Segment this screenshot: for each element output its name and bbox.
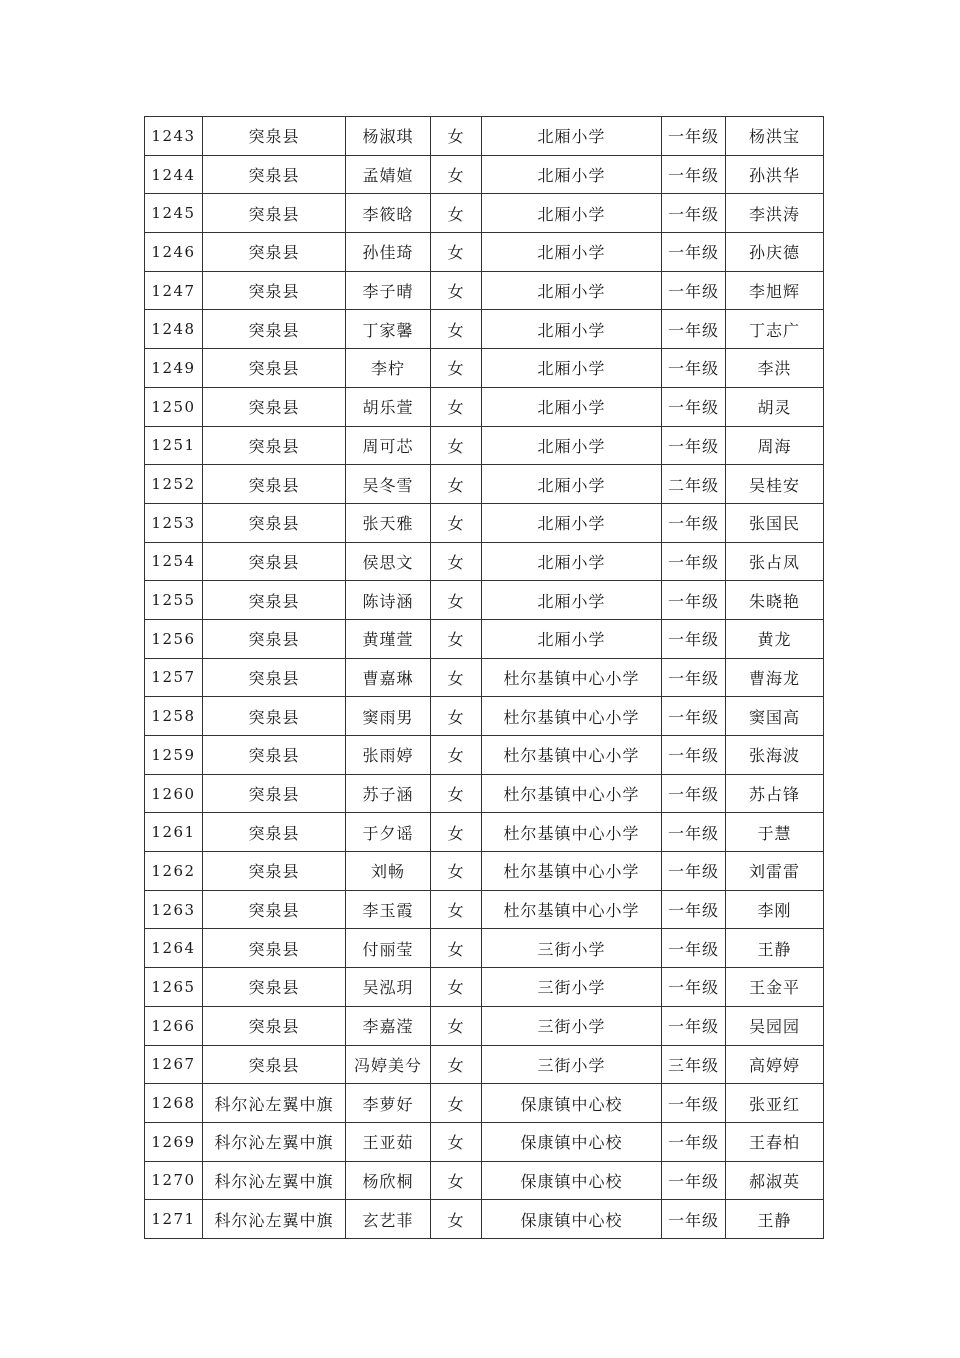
cell-county: 突泉县 xyxy=(203,503,346,542)
cell-gender: 女 xyxy=(431,233,482,272)
cell-grade: 一年级 xyxy=(662,581,726,620)
cell-county: 科尔沁左翼中旗 xyxy=(203,1084,346,1123)
cell-student-name: 张天雅 xyxy=(346,503,431,542)
cell-number: 1269 xyxy=(145,1122,203,1161)
cell-school: 北厢小学 xyxy=(482,233,662,272)
cell-gender: 女 xyxy=(431,968,482,1007)
cell-student-name: 付丽莹 xyxy=(346,929,431,968)
cell-number: 1254 xyxy=(145,542,203,581)
cell-county: 突泉县 xyxy=(203,968,346,1007)
cell-school: 杜尔基镇中心小学 xyxy=(482,658,662,697)
table-row xyxy=(145,581,824,620)
cell-county: 突泉县 xyxy=(203,194,346,233)
cell-school: 北厢小学 xyxy=(482,271,662,310)
table-row xyxy=(145,271,824,310)
cell-gender: 女 xyxy=(431,581,482,620)
cell-gender: 女 xyxy=(431,349,482,388)
cell-county: 突泉县 xyxy=(203,581,346,620)
cell-number: 1262 xyxy=(145,852,203,891)
cell-grade: 一年级 xyxy=(662,813,726,852)
cell-county: 突泉县 xyxy=(203,813,346,852)
cell-school: 北厢小学 xyxy=(482,310,662,349)
table-row xyxy=(145,1122,824,1161)
document-page xyxy=(144,116,824,1239)
cell-student-name: 黄瑾萱 xyxy=(346,619,431,658)
cell-student-name: 于夕谣 xyxy=(346,813,431,852)
cell-student-name: 周可芯 xyxy=(346,426,431,465)
cell-student-name: 刘畅 xyxy=(346,852,431,891)
cell-school: 保康镇中心校 xyxy=(482,1084,662,1123)
cell-gender: 女 xyxy=(431,542,482,581)
cell-student-name: 孙佳琦 xyxy=(346,233,431,272)
cell-guardian: 郝淑英 xyxy=(726,1161,824,1200)
cell-student-name: 李柠 xyxy=(346,349,431,388)
cell-gender: 女 xyxy=(431,736,482,775)
cell-gender: 女 xyxy=(431,426,482,465)
cell-number: 1246 xyxy=(145,233,203,272)
cell-student-name: 李嘉滢 xyxy=(346,1006,431,1045)
table-row xyxy=(145,387,824,426)
cell-grade: 三年级 xyxy=(662,1045,726,1084)
cell-gender: 女 xyxy=(431,465,482,504)
cell-school: 北厢小学 xyxy=(482,194,662,233)
cell-number: 1267 xyxy=(145,1045,203,1084)
cell-gender: 女 xyxy=(431,852,482,891)
cell-student-name: 胡乐萱 xyxy=(346,387,431,426)
cell-grade: 一年级 xyxy=(662,697,726,736)
table-row xyxy=(145,465,824,504)
cell-student-name: 苏子涵 xyxy=(346,774,431,813)
cell-county: 突泉县 xyxy=(203,1006,346,1045)
cell-grade: 一年级 xyxy=(662,929,726,968)
cell-school: 北厢小学 xyxy=(482,387,662,426)
cell-gender: 女 xyxy=(431,1045,482,1084)
cell-student-name: 李子晴 xyxy=(346,271,431,310)
table-row xyxy=(145,813,824,852)
cell-student-name: 玄艺菲 xyxy=(346,1200,431,1239)
cell-grade: 一年级 xyxy=(662,619,726,658)
table-row xyxy=(145,1161,824,1200)
cell-guardian: 李洪涛 xyxy=(726,194,824,233)
cell-number: 1250 xyxy=(145,387,203,426)
cell-gender: 女 xyxy=(431,387,482,426)
cell-county: 突泉县 xyxy=(203,542,346,581)
cell-guardian: 李刚 xyxy=(726,890,824,929)
cell-school: 保康镇中心校 xyxy=(482,1122,662,1161)
cell-number: 1265 xyxy=(145,968,203,1007)
cell-grade: 一年级 xyxy=(662,1006,726,1045)
table-row xyxy=(145,233,824,272)
cell-guardian: 杨洪宝 xyxy=(726,117,824,156)
table-row xyxy=(145,1006,824,1045)
cell-number: 1247 xyxy=(145,271,203,310)
cell-number: 1251 xyxy=(145,426,203,465)
cell-gender: 女 xyxy=(431,1200,482,1239)
table-row xyxy=(145,542,824,581)
cell-number: 1264 xyxy=(145,929,203,968)
cell-school: 杜尔基镇中心小学 xyxy=(482,890,662,929)
cell-county: 突泉县 xyxy=(203,774,346,813)
cell-grade: 一年级 xyxy=(662,426,726,465)
cell-guardian: 王静 xyxy=(726,1200,824,1239)
cell-guardian: 张国民 xyxy=(726,503,824,542)
cell-school: 北厢小学 xyxy=(482,542,662,581)
cell-county: 突泉县 xyxy=(203,155,346,194)
cell-student-name: 侯思文 xyxy=(346,542,431,581)
cell-county: 突泉县 xyxy=(203,929,346,968)
cell-county: 突泉县 xyxy=(203,349,346,388)
cell-grade: 一年级 xyxy=(662,503,726,542)
cell-student-name: 杨欣桐 xyxy=(346,1161,431,1200)
cell-grade: 一年级 xyxy=(662,968,726,1007)
cell-guardian: 丁志广 xyxy=(726,310,824,349)
cell-grade: 一年级 xyxy=(662,310,726,349)
cell-grade: 一年级 xyxy=(662,658,726,697)
cell-county: 科尔沁左翼中旗 xyxy=(203,1161,346,1200)
cell-guardian: 吴园园 xyxy=(726,1006,824,1045)
cell-grade: 一年级 xyxy=(662,117,726,156)
cell-gender: 女 xyxy=(431,271,482,310)
cell-grade: 一年级 xyxy=(662,387,726,426)
cell-number: 1253 xyxy=(145,503,203,542)
cell-number: 1271 xyxy=(145,1200,203,1239)
cell-gender: 女 xyxy=(431,697,482,736)
cell-county: 突泉县 xyxy=(203,658,346,697)
cell-grade: 一年级 xyxy=(662,194,726,233)
cell-guardian: 刘雷雷 xyxy=(726,852,824,891)
cell-school: 杜尔基镇中心小学 xyxy=(482,774,662,813)
cell-county: 突泉县 xyxy=(203,387,346,426)
cell-school: 杜尔基镇中心小学 xyxy=(482,852,662,891)
cell-guardian: 张海波 xyxy=(726,736,824,775)
table-row xyxy=(145,968,824,1007)
table-row xyxy=(145,310,824,349)
cell-county: 突泉县 xyxy=(203,697,346,736)
cell-grade: 一年级 xyxy=(662,1161,726,1200)
cell-school: 保康镇中心校 xyxy=(482,1161,662,1200)
cell-guardian: 张占凤 xyxy=(726,542,824,581)
cell-guardian: 高婷婷 xyxy=(726,1045,824,1084)
cell-gender: 女 xyxy=(431,929,482,968)
cell-guardian: 朱晓艳 xyxy=(726,581,824,620)
cell-school: 杜尔基镇中心小学 xyxy=(482,813,662,852)
cell-school: 北厢小学 xyxy=(482,349,662,388)
cell-student-name: 吴冬雪 xyxy=(346,465,431,504)
cell-county: 突泉县 xyxy=(203,852,346,891)
cell-county: 突泉县 xyxy=(203,890,346,929)
cell-guardian: 孙洪华 xyxy=(726,155,824,194)
cell-school: 北厢小学 xyxy=(482,155,662,194)
cell-school: 北厢小学 xyxy=(482,619,662,658)
cell-guardian: 吴桂安 xyxy=(726,465,824,504)
cell-school: 三街小学 xyxy=(482,1006,662,1045)
cell-student-name: 王亚茹 xyxy=(346,1122,431,1161)
cell-gender: 女 xyxy=(431,117,482,156)
cell-guardian: 李洪 xyxy=(726,349,824,388)
cell-number: 1260 xyxy=(145,774,203,813)
cell-guardian: 李旭辉 xyxy=(726,271,824,310)
cell-gender: 女 xyxy=(431,1161,482,1200)
cell-number: 1252 xyxy=(145,465,203,504)
cell-guardian: 于慧 xyxy=(726,813,824,852)
cell-number: 1259 xyxy=(145,736,203,775)
cell-gender: 女 xyxy=(431,619,482,658)
cell-school: 杜尔基镇中心小学 xyxy=(482,736,662,775)
table-row xyxy=(145,349,824,388)
cell-grade: 一年级 xyxy=(662,155,726,194)
roster-body xyxy=(145,117,824,1239)
table-row xyxy=(145,890,824,929)
cell-school: 北厢小学 xyxy=(482,465,662,504)
cell-grade: 一年级 xyxy=(662,1122,726,1161)
roster-table xyxy=(144,116,824,1239)
cell-number: 1261 xyxy=(145,813,203,852)
cell-grade: 一年级 xyxy=(662,774,726,813)
cell-county: 突泉县 xyxy=(203,1045,346,1084)
table-row xyxy=(145,1200,824,1239)
table-row xyxy=(145,426,824,465)
cell-student-name: 曹嘉琳 xyxy=(346,658,431,697)
table-row xyxy=(145,503,824,542)
cell-school: 保康镇中心校 xyxy=(482,1200,662,1239)
cell-student-name: 孟婧媗 xyxy=(346,155,431,194)
cell-school: 三街小学 xyxy=(482,1045,662,1084)
cell-school: 杜尔基镇中心小学 xyxy=(482,697,662,736)
cell-school: 三街小学 xyxy=(482,929,662,968)
cell-school: 北厢小学 xyxy=(482,581,662,620)
cell-number: 1263 xyxy=(145,890,203,929)
cell-grade: 一年级 xyxy=(662,349,726,388)
cell-county: 突泉县 xyxy=(203,310,346,349)
cell-student-name: 李萝好 xyxy=(346,1084,431,1123)
cell-gender: 女 xyxy=(431,194,482,233)
cell-number: 1257 xyxy=(145,658,203,697)
cell-gender: 女 xyxy=(431,155,482,194)
cell-student-name: 吴泓玥 xyxy=(346,968,431,1007)
cell-county: 突泉县 xyxy=(203,271,346,310)
cell-gender: 女 xyxy=(431,503,482,542)
cell-county: 突泉县 xyxy=(203,233,346,272)
cell-grade: 一年级 xyxy=(662,890,726,929)
table-row xyxy=(145,774,824,813)
cell-number: 1245 xyxy=(145,194,203,233)
cell-grade: 一年级 xyxy=(662,233,726,272)
table-row xyxy=(145,697,824,736)
cell-grade: 一年级 xyxy=(662,736,726,775)
cell-student-name: 李玉霞 xyxy=(346,890,431,929)
table-row xyxy=(145,194,824,233)
cell-number: 1248 xyxy=(145,310,203,349)
cell-gender: 女 xyxy=(431,774,482,813)
cell-student-name: 陈诗涵 xyxy=(346,581,431,620)
table-row xyxy=(145,117,824,156)
cell-school: 北厢小学 xyxy=(482,426,662,465)
cell-student-name: 张雨婷 xyxy=(346,736,431,775)
table-row xyxy=(145,929,824,968)
cell-guardian: 苏占锋 xyxy=(726,774,824,813)
table-row xyxy=(145,1045,824,1084)
cell-county: 突泉县 xyxy=(203,117,346,156)
cell-county: 突泉县 xyxy=(203,426,346,465)
cell-guardian: 王静 xyxy=(726,929,824,968)
cell-guardian: 王金平 xyxy=(726,968,824,1007)
cell-number: 1249 xyxy=(145,349,203,388)
cell-guardian: 黄龙 xyxy=(726,619,824,658)
cell-guardian: 孙庆德 xyxy=(726,233,824,272)
cell-guardian: 王春柏 xyxy=(726,1122,824,1161)
cell-gender: 女 xyxy=(431,1122,482,1161)
cell-student-name: 杨淑琪 xyxy=(346,117,431,156)
cell-grade: 一年级 xyxy=(662,852,726,891)
table-row xyxy=(145,736,824,775)
cell-grade: 二年级 xyxy=(662,465,726,504)
table-row xyxy=(145,155,824,194)
cell-grade: 一年级 xyxy=(662,1200,726,1239)
cell-county: 突泉县 xyxy=(203,736,346,775)
cell-gender: 女 xyxy=(431,1084,482,1123)
cell-number: 1256 xyxy=(145,619,203,658)
cell-school: 北厢小学 xyxy=(482,117,662,156)
cell-number: 1243 xyxy=(145,117,203,156)
cell-number: 1244 xyxy=(145,155,203,194)
cell-student-name: 李筱晗 xyxy=(346,194,431,233)
cell-gender: 女 xyxy=(431,1006,482,1045)
cell-grade: 一年级 xyxy=(662,542,726,581)
cell-county: 突泉县 xyxy=(203,465,346,504)
table-row xyxy=(145,852,824,891)
table-row xyxy=(145,619,824,658)
cell-number: 1258 xyxy=(145,697,203,736)
table-row xyxy=(145,1084,824,1123)
cell-student-name: 窦雨男 xyxy=(346,697,431,736)
cell-gender: 女 xyxy=(431,890,482,929)
cell-number: 1268 xyxy=(145,1084,203,1123)
cell-guardian: 胡灵 xyxy=(726,387,824,426)
cell-school: 北厢小学 xyxy=(482,503,662,542)
cell-grade: 一年级 xyxy=(662,1084,726,1123)
cell-guardian: 窦国高 xyxy=(726,697,824,736)
cell-gender: 女 xyxy=(431,310,482,349)
cell-number: 1270 xyxy=(145,1161,203,1200)
cell-county: 突泉县 xyxy=(203,619,346,658)
cell-county: 科尔沁左翼中旗 xyxy=(203,1200,346,1239)
cell-county: 科尔沁左翼中旗 xyxy=(203,1122,346,1161)
cell-guardian: 曹海龙 xyxy=(726,658,824,697)
cell-guardian: 周海 xyxy=(726,426,824,465)
cell-guardian: 张亚红 xyxy=(726,1084,824,1123)
cell-student-name: 冯婷美兮 xyxy=(346,1045,431,1084)
cell-number: 1255 xyxy=(145,581,203,620)
cell-student-name: 丁家馨 xyxy=(346,310,431,349)
cell-grade: 一年级 xyxy=(662,271,726,310)
cell-school: 三街小学 xyxy=(482,968,662,1007)
table-row xyxy=(145,658,824,697)
cell-gender: 女 xyxy=(431,658,482,697)
cell-gender: 女 xyxy=(431,813,482,852)
cell-number: 1266 xyxy=(145,1006,203,1045)
